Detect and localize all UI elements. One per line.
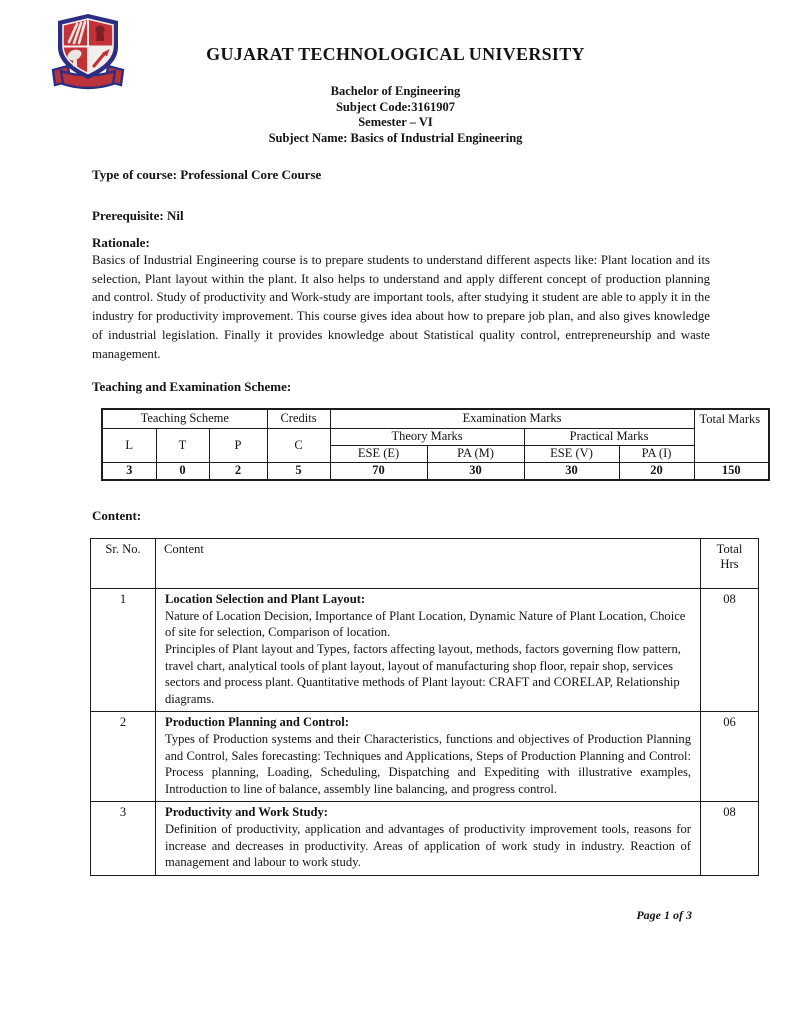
unit-2-sr: 2 — [91, 712, 156, 802]
teaching-scheme-heading: Teaching and Examination Scheme: — [92, 379, 292, 395]
header-ese-e: ESE (E) — [330, 445, 427, 462]
header-c: C — [267, 428, 330, 462]
program-line: Bachelor of Engineering — [330, 84, 461, 98]
unit-1-hours: 08 — [701, 589, 759, 712]
unit-1-title: Location Selection and Plant Layout: — [165, 592, 366, 607]
value-pa-i: 20 — [619, 462, 694, 480]
unit-3-hours: 08 — [701, 802, 759, 875]
unit-3-sr: 3 — [91, 802, 156, 875]
unit-2-content — [156, 712, 701, 802]
header-credits: Credits — [267, 409, 330, 428]
teaching-examination-table — [101, 408, 770, 481]
unit-3-paragraph-1: Definition of productivity, application and advantages of productivity improvement tools, reasons for increase and decreases in productivity. Areas of application of work study in industry. Reaction of management and labour to work study. — [165, 821, 691, 870]
content-heading: Content: — [92, 508, 142, 524]
value-ese-v: 30 — [524, 462, 619, 480]
value-total-marks: 150 — [694, 462, 769, 480]
col-header-sr-no: Sr. No. — [91, 539, 156, 589]
header-practical-marks: Practical Marks — [524, 428, 694, 445]
header-p: P — [209, 428, 267, 462]
semester-line: Semester – VI — [358, 115, 433, 129]
table-row-unit-3 — [91, 802, 759, 875]
value-ese-e: 70 — [330, 462, 427, 480]
rationale-paragraph: Basics of Industrial Engineering course is to prepare students to understand different aspects like: Plant location and its selection, Plant layout within the plant. It also helps to understand and apply different concept of production planning and control. Study of productivity and Work-study are important tools, after studying it student are able to apply it in the industry for productivity improvement. This course gives idea about how to prepare job plan, and also gives knowledge of industrial legislation. Finally it provides knowledge about Statistical quality control, entrepreneurship and waste management. — [92, 253, 710, 361]
total-hrs-line2: Hrs — [720, 557, 739, 572]
unit-1-paragraph-1: Nature of Location Decision, Importance of Plant Location, Dynamic Nature of Plant Location, Choice of site for selection, Comparison of location. — [165, 608, 686, 640]
rationale-heading: Rationale: — [92, 235, 150, 250]
gtu-crest-icon — [46, 13, 130, 93]
total-hrs-line1: Total — [716, 542, 743, 557]
value-t: 0 — [156, 462, 209, 480]
content-table — [90, 538, 759, 876]
unit-1-sr: 1 — [91, 589, 156, 712]
header-pa-m: PA (M) — [427, 445, 524, 462]
page-number: Page 1 of 3 — [636, 908, 692, 922]
unit-1-content — [156, 589, 701, 712]
value-p: 2 — [209, 462, 267, 480]
header-examination-marks: Examination Marks — [330, 409, 694, 428]
unit-3-content — [156, 802, 701, 875]
gtu-logo — [46, 13, 130, 93]
col-header-content: Content — [156, 539, 701, 589]
course-subtitle-block — [0, 84, 791, 146]
prerequisite-line: Prerequisite: Nil — [92, 208, 184, 223]
header-t: T — [156, 428, 209, 462]
unit-2-hours: 06 — [701, 712, 759, 802]
unit-2-title: Production Planning and Control: — [165, 715, 349, 730]
table-row-unit-1 — [91, 589, 759, 712]
subject-code-line: Subject Code:3161907 — [335, 99, 456, 114]
type-of-course-line: Type of course: Professional Core Course — [92, 167, 322, 182]
value-c: 5 — [267, 462, 330, 480]
unit-1-paragraph-2: Principles of Plant layout and Types, factors affecting layout, methods, factors governing flow pattern, travel chart, analytical tools of plant layout, layout of manufacturing shop floor, repair shop, services sectors and process plant. Quantitative methods of Plant layout: CRAFT and CORELAP, Relationship diagrams. — [165, 642, 681, 706]
unit-3-title: Productivity and Work Study: — [165, 805, 328, 820]
value-l: 3 — [102, 462, 156, 480]
header-total-marks: Total Marks — [694, 409, 769, 462]
value-pa-m: 30 — [427, 462, 524, 480]
header-teaching-scheme: Teaching Scheme — [102, 409, 267, 428]
university-title: GUJARAT TECHNOLOGICAL UNIVERSITY — [206, 44, 585, 64]
header-theory-marks: Theory Marks — [330, 428, 524, 445]
subject-name-line: Subject Name: Basics of Industrial Engineering — [268, 130, 523, 145]
header-l: L — [102, 428, 156, 462]
table-row-unit-2 — [91, 712, 759, 802]
col-header-total-hrs — [701, 539, 759, 589]
unit-2-paragraph-1: Types of Production systems and their Characteristics, functions and objectives of Production Planning and Control, Sales forecasting: Techniques and Applications, Steps of Production Planning and Control: Process planning, Loading, Scheduling, Dispatching and Expediting with illustrative examples, Introduction to line of balance, assembly line balancing, and progress control. — [165, 731, 691, 796]
header-pa-i: PA (I) — [619, 445, 694, 462]
header-ese-v: ESE (V) — [524, 445, 619, 462]
